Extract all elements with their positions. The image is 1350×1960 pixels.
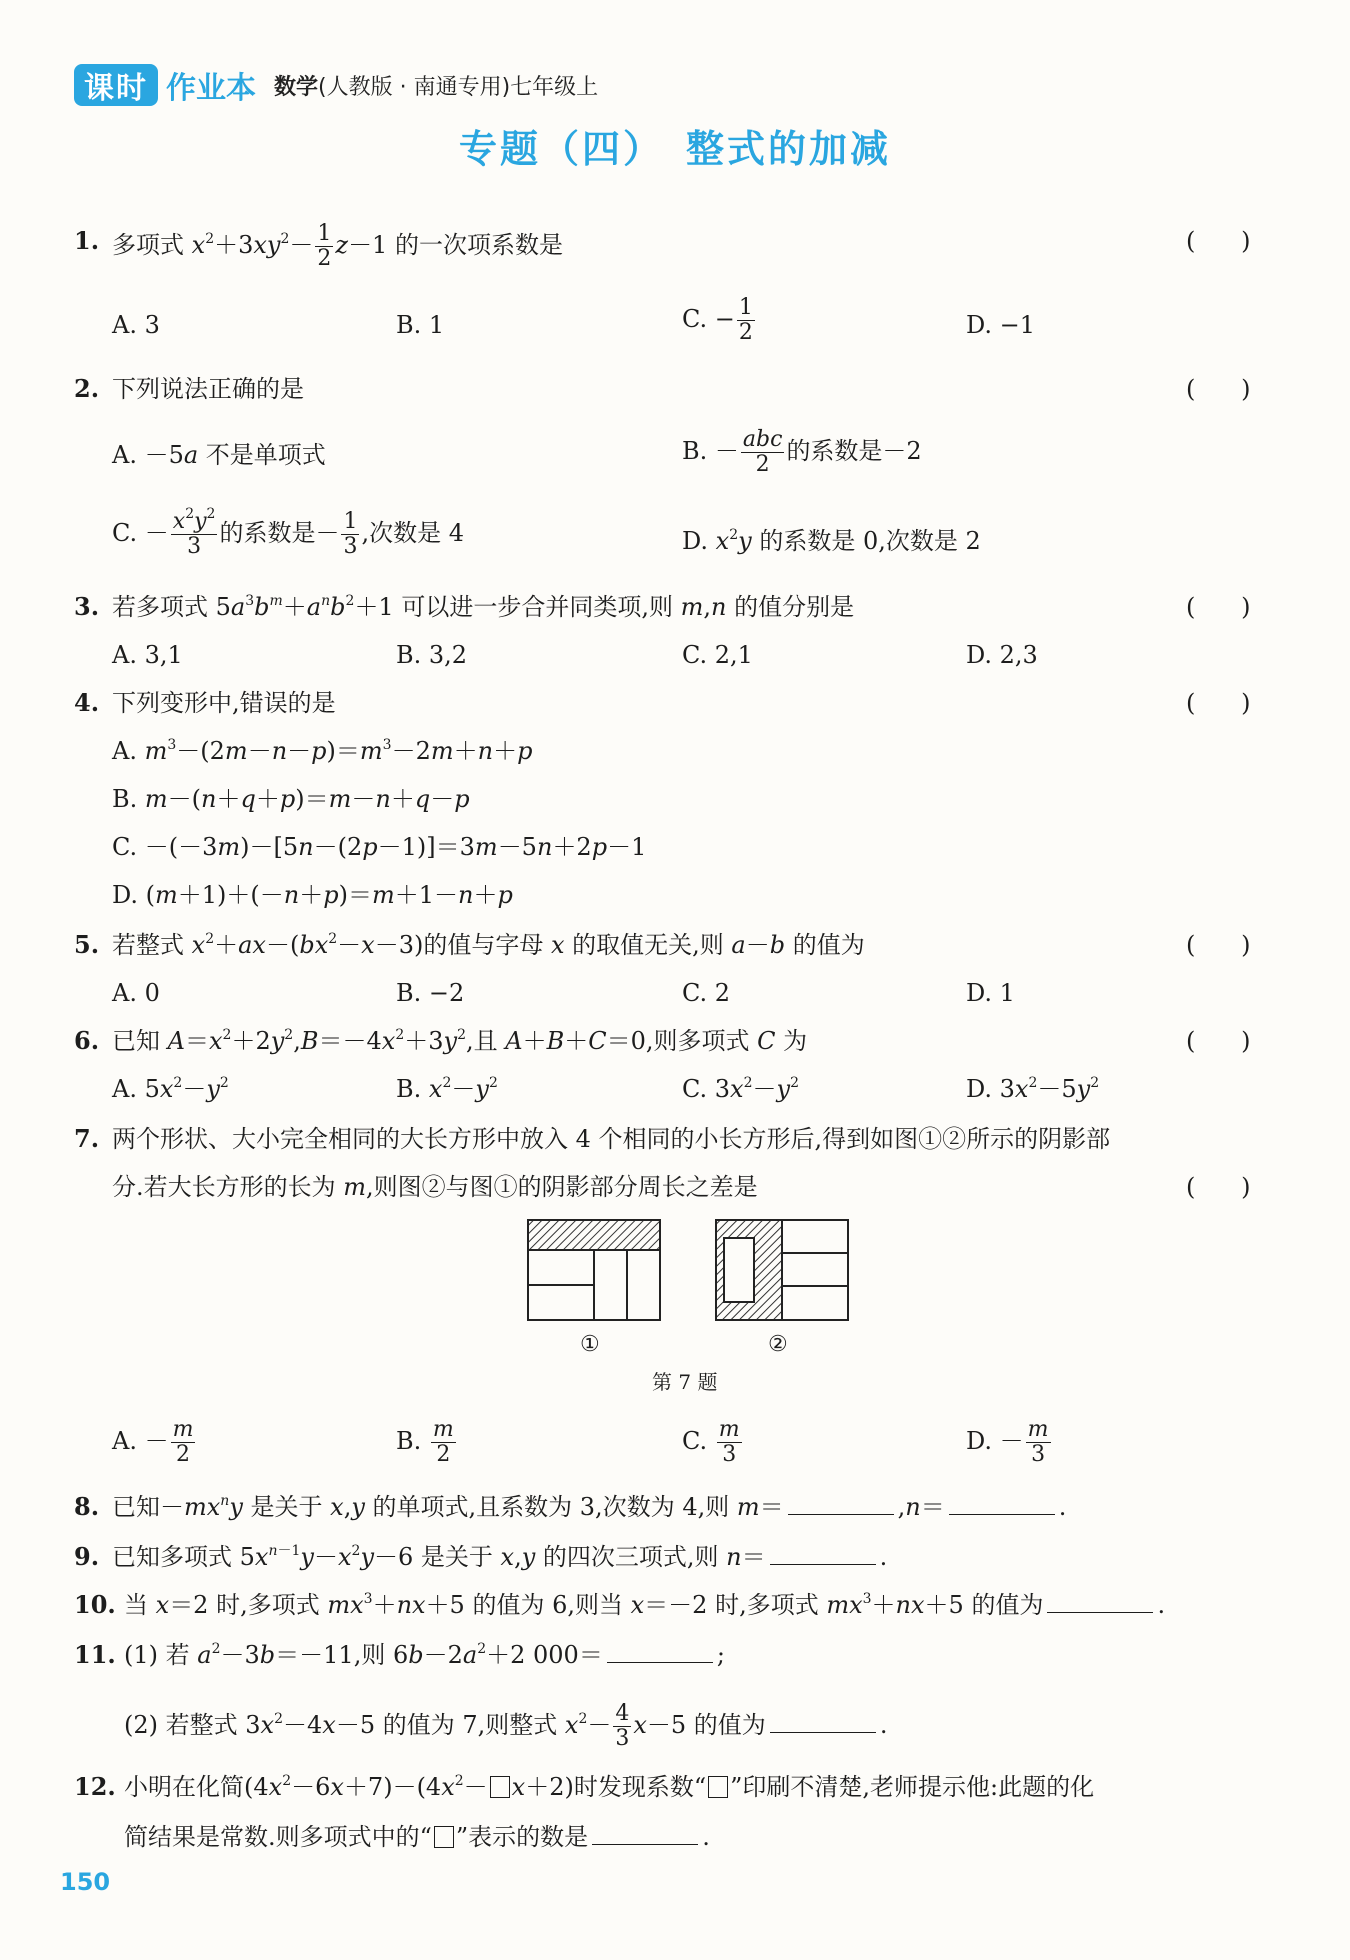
figure-7 (520, 1216, 860, 1326)
question-7-text-line-1: 两个形状、大小完全相同的大长方形中放入 4 个相同的小长方形后,得到如图①②所示的阴影部 (112, 1125, 1111, 1153)
option-a[interactable]: A. 3 (112, 311, 160, 339)
answer-blank[interactable] (770, 1710, 876, 1733)
question-number: 6. (74, 1026, 100, 1055)
question-number: 10. (74, 1590, 116, 1619)
option-b[interactable]: B. $\frac{m}{2}$ (396, 1417, 454, 1467)
option-b[interactable]: B. −2 (396, 979, 465, 1007)
question-number: 5. (74, 930, 100, 959)
question-4-text: 下列变形中,错误的是 (112, 689, 336, 717)
option-b[interactable]: B. 3,2 (396, 641, 468, 669)
book-header (74, 62, 598, 108)
question-number: 11. (74, 1640, 116, 1669)
question-12-text-line-1: 小明在化简$(4x^2-6x+7)-(4x^2- x+2)$时发现系数“ ”印刷不清楚,老师提示他:此题的化 (124, 1773, 1095, 1801)
page-title: 专题（四） 整式的加减 (458, 127, 891, 171)
question-number: 2. (74, 374, 100, 403)
option-d[interactable]: D. $x^2y$ 的系数是 0,次数是 2 (682, 527, 981, 555)
option-a[interactable]: A. $m^3-(2m-n-p)=m^3-2m+n+p$ (112, 737, 533, 765)
page-number: 150 (60, 1868, 111, 1896)
question-number: 4. (74, 688, 100, 717)
figure-1-diagram (528, 1220, 660, 1320)
blank-square-icon (708, 1776, 728, 1798)
option-a[interactable]: A. $5x^2-y^2$ (112, 1075, 229, 1103)
figure-2-label: ② (768, 1332, 788, 1357)
series-subtitle: 数学(人教版 · 南通专用)七年级上 (274, 74, 599, 100)
question-2-text: 下列说法正确的是 (112, 375, 304, 403)
question-9-text: 已知多项式 $5x^{n-1}y-x^2y-6$ 是关于 x,y 的四次三项式,则 n＝ . (112, 1543, 888, 1571)
question-8-text: 已知$-mx^ny$ 是关于 x,y 的单项式,且系数为 3,次数为 4,则 m＝ ,n＝ . (112, 1493, 1067, 1521)
option-c[interactable]: C. －(－3m)－[5n－(2p－1)]＝3m－5n＋2p－1 (112, 833, 647, 861)
question-10-text: 当 x＝2 时,多项式 $mx^3+nx+5$ 的值为 6,则当 x＝－2 时,多项式 $mx^3+nx+5$ 的值为 . (124, 1591, 1166, 1619)
option-d[interactable]: D. $3x^2-5y^2$ (966, 1075, 1100, 1103)
question-1-text: 多项式 $x^2+3xy^2-$ $\frac{1}{2}$ z－1 的一次项系数是 (112, 221, 563, 271)
option-c[interactable]: C. － $\frac{x^2y^2}{3}$ 的系数是－ $\frac{1}{3}$ ,次数是 4 (112, 506, 464, 559)
option-c[interactable]: C. 2,1 (682, 641, 753, 669)
option-a[interactable]: A. 3,1 (112, 641, 183, 669)
figure-2-diagram (716, 1220, 848, 1320)
option-b[interactable]: B. m－(n＋q＋p)＝m－n＋q－p (112, 785, 470, 813)
question-6-text: 已知 $A=x^2+2y^2,B=-4x^2+3y^2$,且 A＋B＋C＝0,则多项式 C 为 (112, 1027, 808, 1055)
answer-blank[interactable] (788, 1492, 894, 1515)
brand-suffix: 作业本 (166, 71, 256, 106)
question-number: 7. (74, 1124, 100, 1153)
option-d[interactable]: D. −1 (966, 311, 1036, 339)
answer-bracket[interactable]: ( ) (1186, 593, 1251, 621)
option-c[interactable]: C. $\frac{m}{3}$ (682, 1417, 740, 1467)
option-d[interactable]: D. 1 (966, 979, 1015, 1007)
option-b[interactable]: B. 1 (396, 311, 445, 339)
option-a[interactable]: A. － $\frac{m}{2}$ (112, 1417, 194, 1467)
option-d[interactable]: D. (m＋1)＋(－n＋p)＝m＋1－n＋p (112, 881, 513, 909)
option-b[interactable]: B. － $\frac{\text{abc}}{2}$ 的系数是－2 (682, 427, 922, 477)
answer-bracket[interactable]: ( ) (1186, 227, 1251, 255)
option-c[interactable]: C. 2 (682, 979, 731, 1007)
answer-blank[interactable] (770, 1542, 876, 1565)
question-number: 1. (74, 226, 100, 255)
question-number: 3. (74, 592, 100, 621)
brand-badge: 课时 (74, 64, 158, 106)
option-c[interactable]: C. − $\frac{1}{2}$ (682, 295, 753, 345)
option-b[interactable]: B. $x^2-y^2$ (396, 1075, 498, 1103)
answer-blank[interactable] (607, 1640, 713, 1663)
figure-caption: 第 7 题 (652, 1370, 718, 1394)
figure-1-label: ① (580, 1332, 600, 1357)
answer-bracket[interactable]: ( ) (1186, 931, 1251, 959)
blank-square-icon (434, 1826, 454, 1848)
option-a[interactable]: A. 0 (112, 979, 160, 1007)
question-number: 12. (74, 1772, 116, 1801)
answer-blank[interactable] (1047, 1590, 1153, 1613)
question-12-text-line-2: 简结果是常数.则多项式中的“ ”表示的数是 . (124, 1823, 710, 1851)
answer-bracket[interactable]: ( ) (1186, 1027, 1251, 1055)
option-d[interactable]: D. 2,3 (966, 641, 1038, 669)
question-11-part-2: (2) 若整式 $3x^2-4x-5$ 的值为 7,则整式 $x^2-$ $\frac{4}{3}$ x－5 的值为 . (124, 1701, 888, 1751)
question-11-part-1: (1) 若 $a^2-3b=-11$,则 $6b-2a^2+2$ 000＝ ; (124, 1641, 725, 1669)
option-a[interactable]: A. －5a 不是单项式 (112, 441, 326, 469)
answer-blank[interactable] (592, 1822, 698, 1845)
question-7-text-line-2: 分.若大长方形的长为 m,则图②与图①的阴影部分周长之差是 (112, 1173, 758, 1201)
answer-bracket[interactable]: ( ) (1186, 1173, 1251, 1201)
option-c[interactable]: C. $3x^2-y^2$ (682, 1075, 799, 1103)
option-d[interactable]: D. － $\frac{m}{3}$ (966, 1417, 1049, 1467)
answer-bracket[interactable]: ( ) (1186, 375, 1251, 403)
question-number: 8. (74, 1492, 100, 1521)
question-5-text: 若整式 $x^2+ax-(bx^2-x-3)$的值与字母 x 的取值无关,则 a－b 的值为 (112, 931, 865, 959)
answer-bracket[interactable]: ( ) (1186, 689, 1251, 717)
question-3-text: 若多项式 $5a^3b^m+a^nb^2+1$ 可以进一步合并同类项,则 m,n 的值分别是 (112, 593, 855, 621)
blank-square-icon (490, 1776, 510, 1798)
question-number: 9. (74, 1542, 100, 1571)
answer-blank[interactable] (949, 1492, 1055, 1515)
